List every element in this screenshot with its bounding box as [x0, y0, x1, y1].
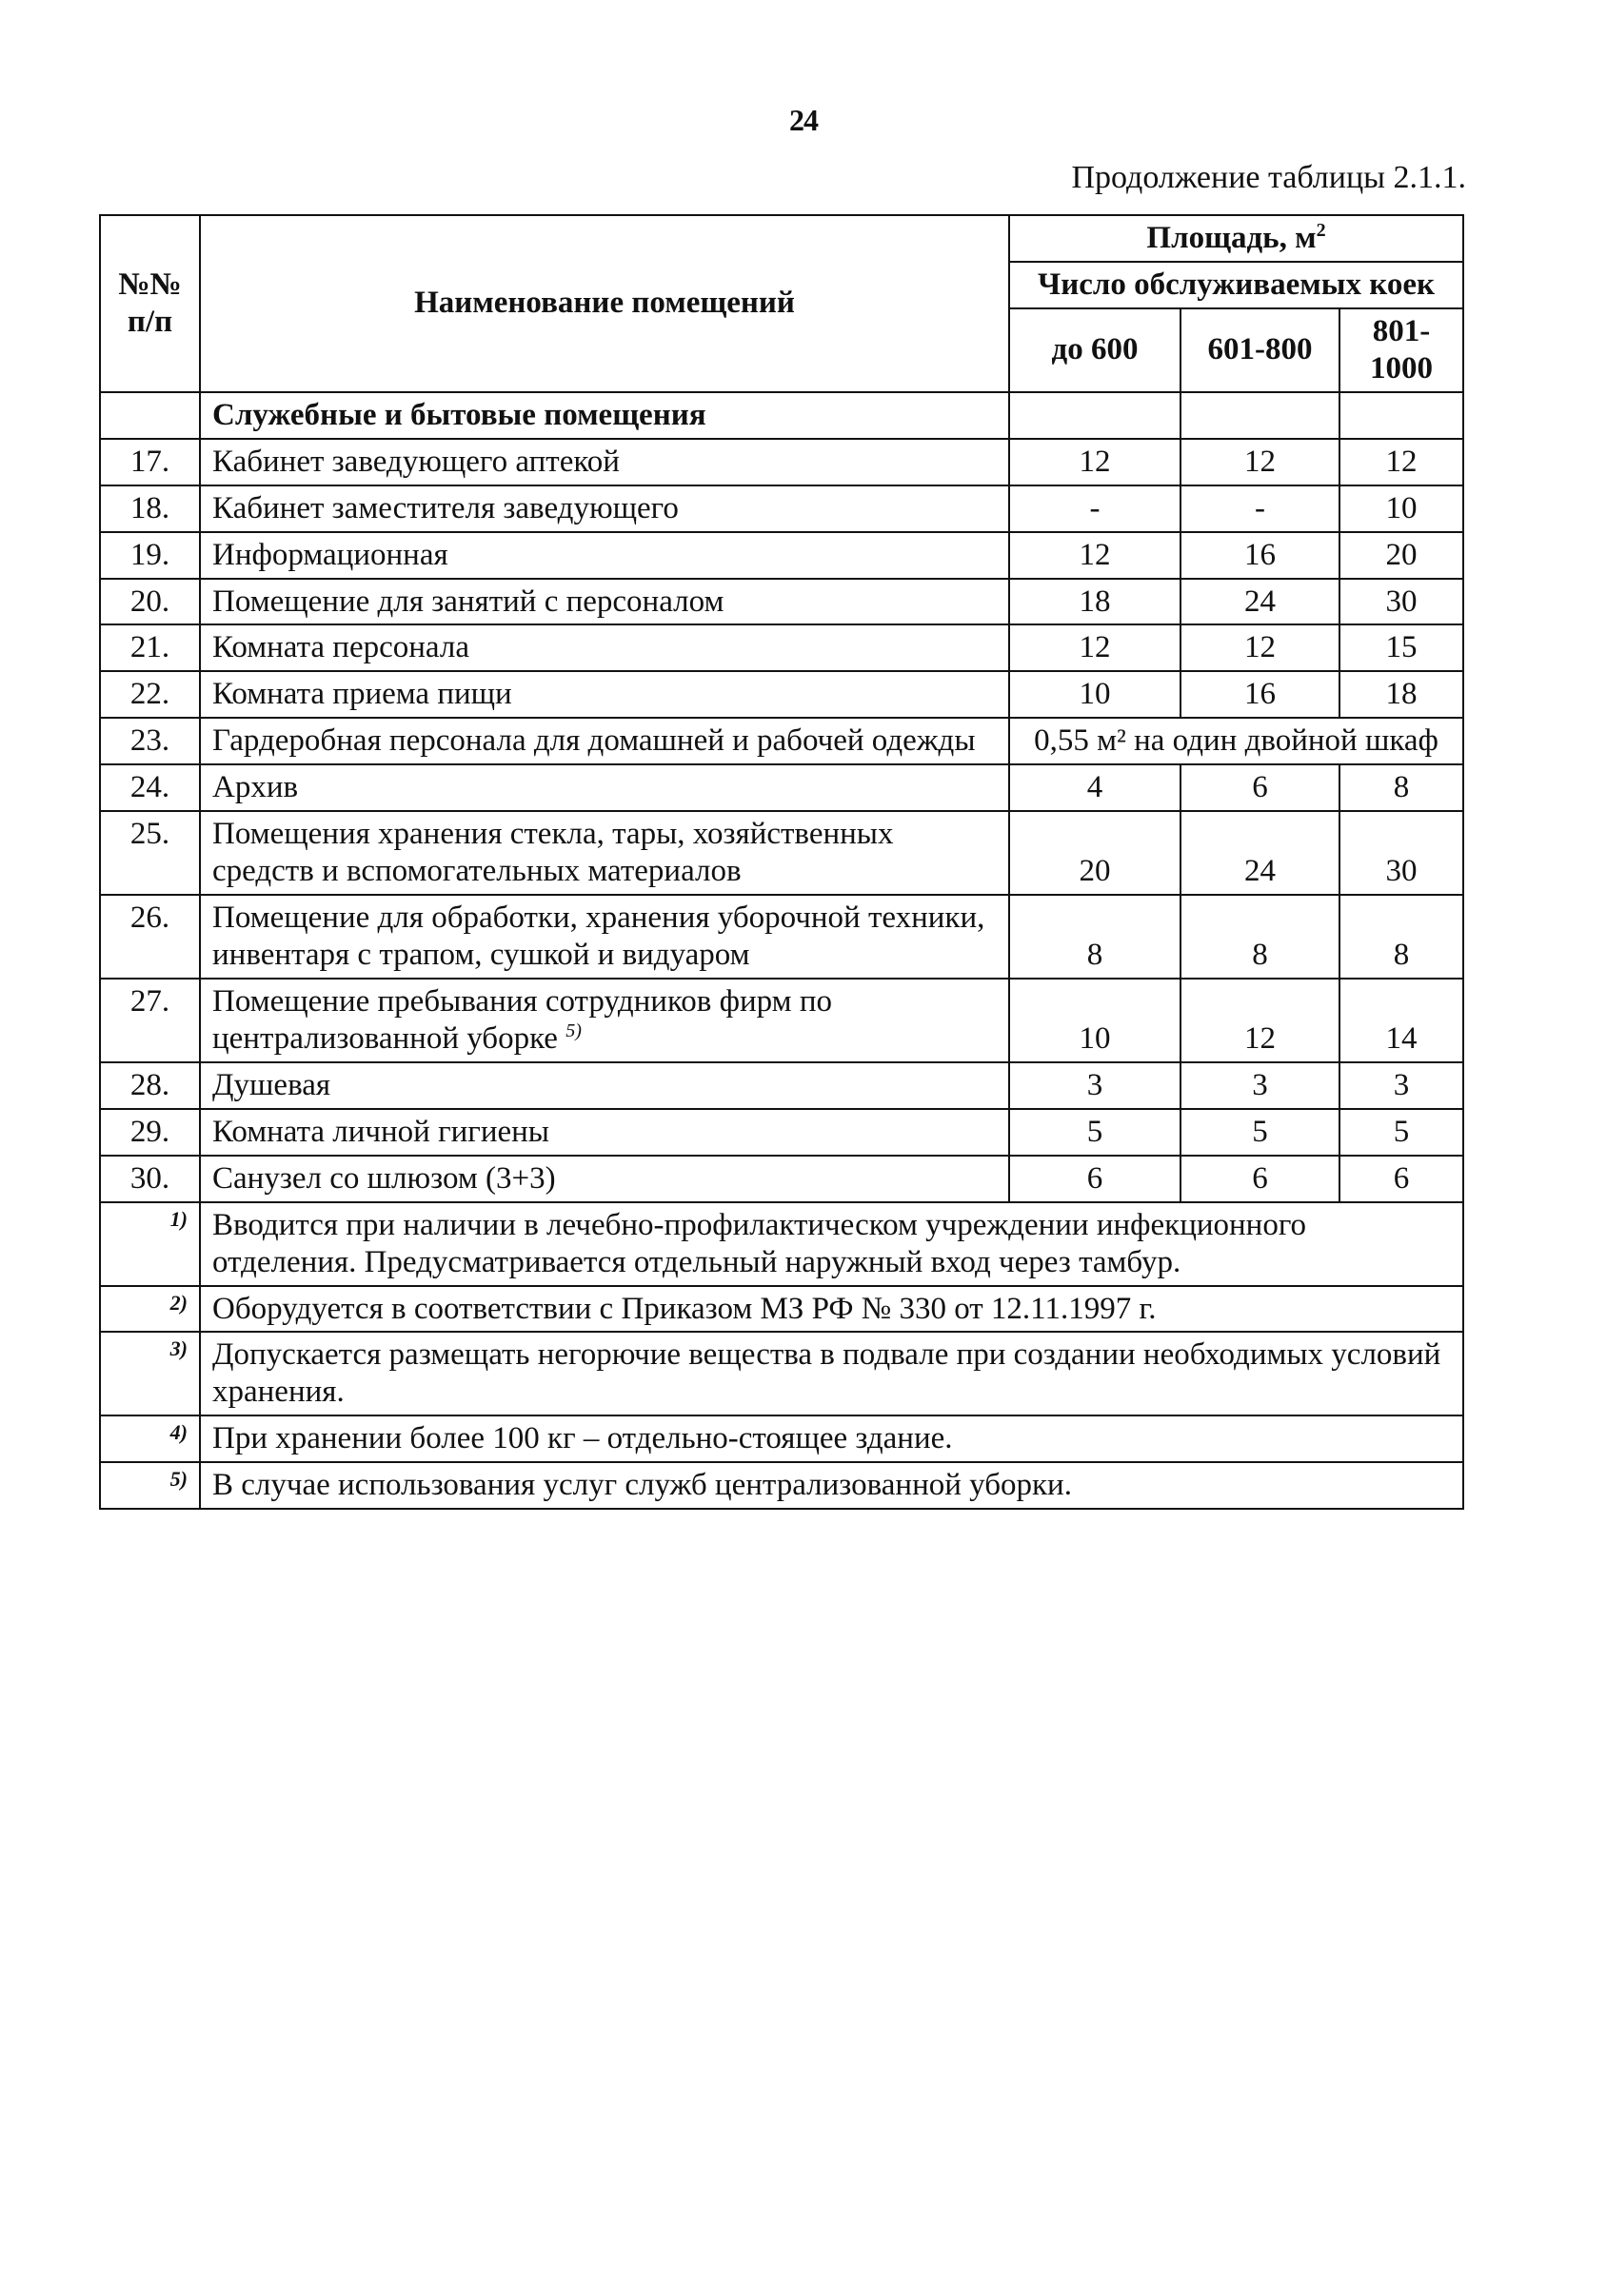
row-value: 6 [1339, 1156, 1463, 1202]
table-row [100, 1062, 1463, 1109]
header-subcol: 801-1000 [1339, 308, 1463, 392]
header-area [1009, 215, 1463, 262]
header-row-area [100, 215, 1463, 262]
row-value: 30 [1339, 811, 1463, 895]
page-number: 24 [789, 103, 818, 137]
row-value: 3 [1339, 1062, 1463, 1109]
row-value: 8 [1180, 895, 1339, 979]
table-caption: Продолжение таблицы 2.1.1. [1071, 160, 1466, 195]
footnote-text: Допускается размещать негорючие вещества в подвале при создании необходимых условий хранения. [200, 1332, 1463, 1415]
row-num: 21. [100, 624, 200, 671]
row-value: 16 [1180, 532, 1339, 579]
row-value: 12 [1180, 979, 1339, 1062]
row-name: Комната персонала [200, 624, 1009, 671]
row-value: 10 [1339, 485, 1463, 532]
header-subcol: 601-800 [1180, 308, 1339, 392]
table-row [100, 671, 1463, 718]
footnote-ref: 5) [565, 1019, 582, 1041]
row-name: Помещение для занятий с персоналом [200, 579, 1009, 625]
row-name: Помещение пребывания сотрудников фирм по централизованной уборке [212, 983, 832, 1056]
row-value: 30 [1339, 579, 1463, 625]
row-merged-value: 0,55 м² на один двойной шкаф [1009, 718, 1463, 764]
table-row [100, 895, 1463, 979]
section-row [100, 392, 1463, 439]
row-num: 20. [100, 579, 200, 625]
row-value: 4 [1009, 764, 1180, 811]
row-value: 6 [1180, 764, 1339, 811]
row-value: 12 [1009, 439, 1180, 485]
row-name: Помещение для обработки, хранения уборочной техники, инвентаря с трапом, сушкой и видуаром [200, 895, 1009, 979]
row-name: Душевая [200, 1062, 1009, 1109]
row-value: 18 [1339, 671, 1463, 718]
row-num: 27. [100, 979, 200, 1062]
table-row [100, 718, 1463, 764]
header-area-sup: 2 [1316, 220, 1326, 241]
footnote-row [100, 1332, 1463, 1415]
row-value: 8 [1339, 764, 1463, 811]
footnote-text: В случае использования услуг служб централизованной уборки. [200, 1462, 1463, 1509]
header-subcol: до 600 [1009, 308, 1180, 392]
table-row [100, 979, 1463, 1062]
row-num: 26. [100, 895, 200, 979]
row-value: 5 [1180, 1109, 1339, 1156]
row-value: 12 [1009, 532, 1180, 579]
footnote-mark: 3) [100, 1332, 200, 1415]
row-num: 17. [100, 439, 200, 485]
row-value: 18 [1009, 579, 1180, 625]
row-value: 12 [1339, 439, 1463, 485]
header-num: №№ п/п [100, 215, 200, 392]
row-value: 16 [1180, 671, 1339, 718]
row-name: Архив [200, 764, 1009, 811]
rooms-area-table [99, 214, 1464, 1510]
row-value: 24 [1180, 579, 1339, 625]
row-name: Информационная [200, 532, 1009, 579]
row-name: Комната личной гигиены [200, 1109, 1009, 1156]
footnote-row [100, 1202, 1463, 1286]
row-num: 23. [100, 718, 200, 764]
row-name: Кабинет заместителя заведующего [200, 485, 1009, 532]
row-name: Комната приема пищи [200, 671, 1009, 718]
row-value: 5 [1339, 1109, 1463, 1156]
row-name: Помещения хранения стекла, тары, хозяйственных средств и вспомогательных материалов [200, 811, 1009, 895]
row-name: Кабинет заведующего аптекой [200, 439, 1009, 485]
footnote-mark: 2) [100, 1286, 200, 1333]
table-row [100, 485, 1463, 532]
footnote-text: При хранении более 100 кг – отдельно-стоящее здание. [200, 1415, 1463, 1462]
footnote-mark: 4) [100, 1415, 200, 1462]
footnote-mark: 1) [100, 1202, 200, 1286]
row-num: 29. [100, 1109, 200, 1156]
row-value: 5 [1009, 1109, 1180, 1156]
header-area-label: Площадь, м [1146, 221, 1317, 255]
row-num: 22. [100, 671, 200, 718]
row-value: 12 [1180, 624, 1339, 671]
row-value: 6 [1180, 1156, 1339, 1202]
header-name: Наименование помещений [200, 215, 1009, 392]
row-value: - [1180, 485, 1339, 532]
row-value: 3 [1180, 1062, 1339, 1109]
row-value: 10 [1009, 979, 1180, 1062]
row-value: 12 [1009, 624, 1180, 671]
table-row [100, 439, 1463, 485]
row-num: 28. [100, 1062, 200, 1109]
footnote-text: Вводится при наличии в лечебно-профилактическом учреждении инфекционного отделения. Предусматривается отдельный наружный вход через тамбур. [200, 1202, 1463, 1286]
table-row [100, 1156, 1463, 1202]
row-value: 20 [1009, 811, 1180, 895]
table-row [100, 1109, 1463, 1156]
header-beds: Число обслуживаемых коек [1009, 262, 1463, 308]
section-title: Служебные и бытовые помещения [200, 392, 1009, 439]
footnote-row [100, 1286, 1463, 1333]
row-value: 8 [1009, 895, 1180, 979]
row-num: 25. [100, 811, 200, 895]
footnote-row [100, 1415, 1463, 1462]
row-value: 24 [1180, 811, 1339, 895]
footnote-text: Оборудуется в соответствии с Приказом МЗ РФ № 330 от 12.11.1997 г. [200, 1286, 1463, 1333]
row-value: 20 [1339, 532, 1463, 579]
footnote-mark: 5) [100, 1462, 200, 1509]
row-value: 14 [1339, 979, 1463, 1062]
row-value: - [1009, 485, 1180, 532]
table-row [100, 579, 1463, 625]
table-row [100, 764, 1463, 811]
row-num: 30. [100, 1156, 200, 1202]
row-value: 8 [1339, 895, 1463, 979]
row-value: 12 [1180, 439, 1339, 485]
row-value: 10 [1009, 671, 1180, 718]
row-value: 3 [1009, 1062, 1180, 1109]
row-num: 18. [100, 485, 200, 532]
row-name: Санузел со шлюзом (3+3) [200, 1156, 1009, 1202]
row-name: Гардеробная персонала для домашней и рабочей одежды [200, 718, 1009, 764]
row-name-cell [200, 979, 1009, 1062]
row-num: 19. [100, 532, 200, 579]
table-row [100, 624, 1463, 671]
footnote-row [100, 1462, 1463, 1509]
row-num: 24. [100, 764, 200, 811]
table-row [100, 811, 1463, 895]
row-value: 15 [1339, 624, 1463, 671]
table-row [100, 532, 1463, 579]
row-value: 6 [1009, 1156, 1180, 1202]
